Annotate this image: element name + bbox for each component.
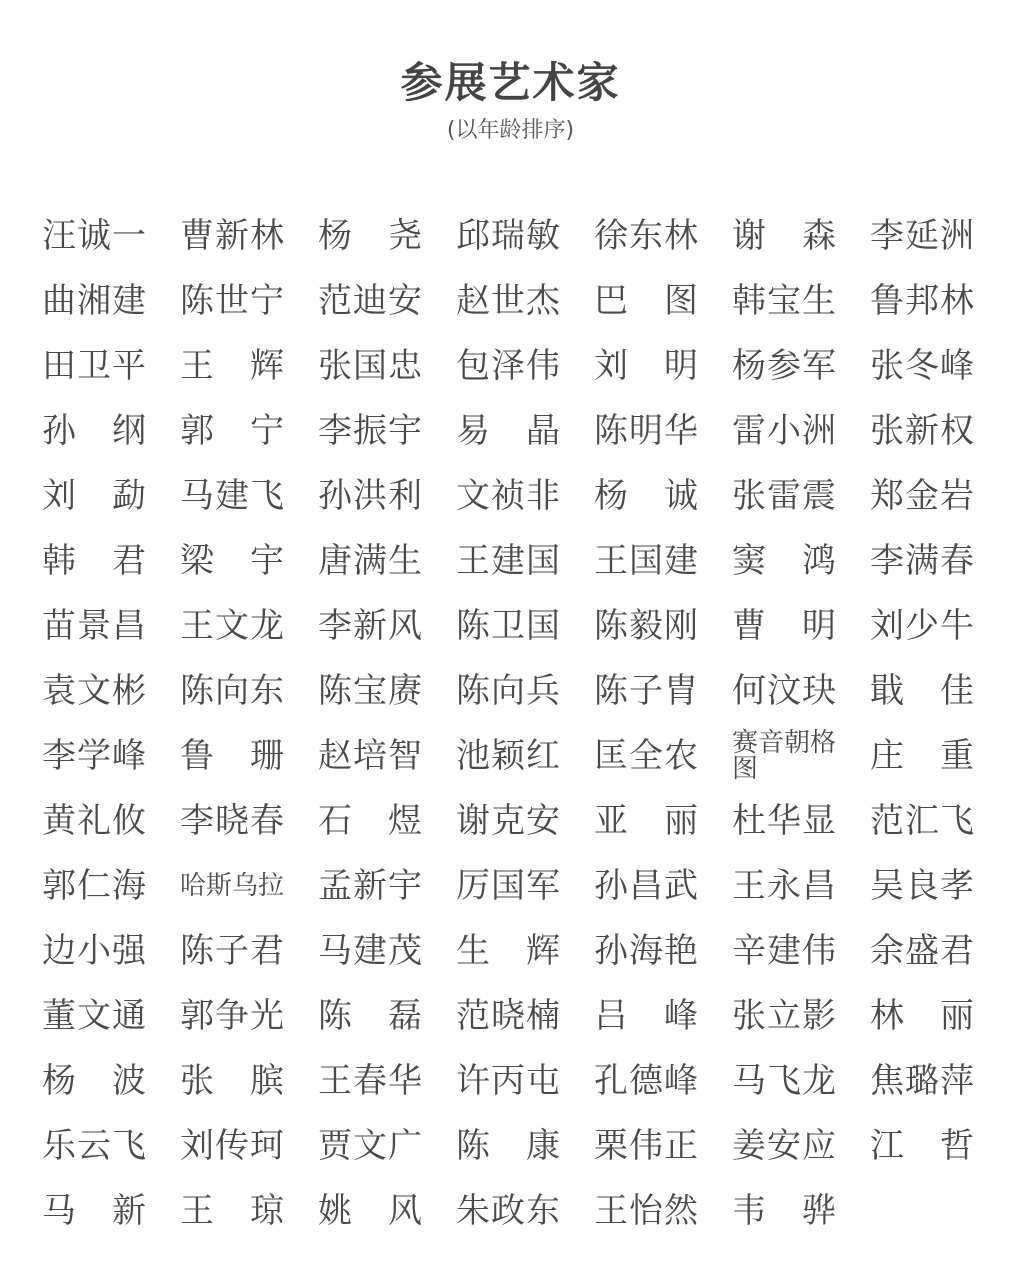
- artist-name: 王 永 昌: [732, 865, 836, 906]
- artist-name: 孟 新 宇: [318, 865, 422, 906]
- artist-name: 郭 宁: [180, 410, 284, 451]
- artist-name: 曹 明: [732, 605, 836, 646]
- artist-name: 贾 文 广: [318, 1125, 422, 1166]
- artist-name: 包 泽 伟: [456, 345, 560, 386]
- artist-name: 张 国 忠: [318, 345, 422, 386]
- artist-name: 孙 洪 利: [318, 475, 422, 516]
- artist-name: 匡 全 农: [594, 735, 698, 776]
- artist-name: 汪 诚 一: [42, 215, 146, 256]
- artist-name: 乐 云 飞: [42, 1125, 146, 1166]
- artist-name: 孙 海 艳: [594, 930, 698, 971]
- artist-name: 孙 昌 武: [594, 865, 698, 906]
- artist-name: 陈 向 东: [180, 670, 284, 711]
- artist-name: 戢 佳: [870, 670, 974, 711]
- artist-name: 王 春 华: [318, 1060, 422, 1101]
- artist-name: 张 膑: [180, 1060, 284, 1101]
- artist-name: 刘 传 珂: [180, 1125, 284, 1166]
- artist-name: 曹 新 林: [180, 215, 284, 256]
- artist-name: 郭 仁 海: [42, 865, 146, 906]
- artist-name: 谢 克 安: [456, 800, 560, 841]
- artist-name: 范 迪 安: [318, 280, 422, 321]
- artist-name: 栗 伟 正: [594, 1125, 698, 1166]
- artist-name: 田 卫 平: [42, 345, 146, 386]
- artist-name: 王 怡 然: [594, 1190, 698, 1231]
- artist-name: 朱 政 东: [456, 1190, 560, 1231]
- artist-name: 易 晶: [456, 410, 560, 451]
- artist-name: 杨 尧: [318, 215, 422, 256]
- artist-name: 曲 湘 建: [42, 280, 146, 321]
- artist-name: 庄 重: [870, 735, 974, 776]
- artist-name: 苗 景 昌: [42, 605, 146, 646]
- artist-name: 刘 少 牛: [870, 605, 974, 646]
- artist-name: 王 建 国: [456, 540, 560, 581]
- artist-name: 陈 磊: [318, 995, 422, 1036]
- artist-name: 马 新: [42, 1190, 146, 1231]
- artist-name: 杨 波: [42, 1060, 146, 1101]
- artist-name: 鲁 邦 林: [870, 280, 974, 321]
- artist-name: 陈 宝 赓: [318, 670, 422, 711]
- artist-name: 鲁 珊: [180, 735, 284, 776]
- artist-name: 陈 世 宁: [180, 280, 284, 321]
- artist-name: 陈 明 华: [594, 410, 698, 451]
- artist-name: 姚 风: [318, 1190, 422, 1231]
- artist-name: 吴 良 孝: [870, 865, 974, 906]
- artist-name: 赵 世 杰: [456, 280, 560, 321]
- artist-name: 李 新 风: [318, 605, 422, 646]
- artist-name: 黄 礼 攸: [42, 800, 146, 841]
- artist-name: 姜 安 应: [732, 1125, 836, 1166]
- artist-name: 邱 瑞 敏: [456, 215, 560, 256]
- artist-name: 雷 小 洲: [732, 410, 836, 451]
- artist-name: 赵 培 智: [318, 735, 422, 776]
- artist-name: 陈 子 君: [180, 930, 284, 971]
- artist-name: 李 延 洲: [870, 215, 974, 256]
- artist-name: 张 冬 峰: [870, 345, 974, 386]
- artist-name: 吕 峰: [594, 995, 698, 1036]
- artist-name: 许 丙 屯: [456, 1060, 560, 1101]
- artist-name: 生 辉: [456, 930, 560, 971]
- artist-name: 陈 康: [456, 1125, 560, 1166]
- artist-name: 何 汶 玦: [732, 670, 836, 711]
- artist-name: 李 振 宇: [318, 410, 422, 451]
- artist-name: 王 国 建: [594, 540, 698, 581]
- page-subtitle: (以年龄排序): [446, 118, 575, 143]
- artist-name: 刘 勐: [42, 475, 146, 516]
- artist-name: 陈 向 兵: [456, 670, 560, 711]
- artist-name: 王 辉: [180, 345, 284, 386]
- artist-name: 张 雷 震: [732, 475, 836, 516]
- artist-name: 梁 宇: [180, 540, 284, 581]
- artist-name: 陈 子 胄: [594, 670, 698, 711]
- artist-name: 袁 文 彬: [42, 670, 146, 711]
- artist-name: 边 小 强: [42, 930, 146, 971]
- artist-name: 徐 东 林: [594, 215, 698, 256]
- artist-name: 巴 图: [594, 280, 698, 321]
- artist-name: 孔 德 峰: [594, 1060, 698, 1101]
- artist-name: 马 建 茂: [318, 930, 422, 971]
- artist-name: 厉 国 军: [456, 865, 560, 906]
- artist-name: 李 学 峰: [42, 735, 146, 776]
- artist-name: 张 新 权: [870, 410, 974, 451]
- artist-name: 杨 诚: [594, 475, 698, 516]
- artist-name: 韩 宝 生: [732, 280, 836, 321]
- artist-name: 唐 满 生: [318, 540, 422, 581]
- artist-name: 范 汇 飞: [870, 800, 974, 841]
- artist-name: 李 晓 春: [180, 800, 284, 841]
- artist-name: 韦 骅: [732, 1190, 836, 1231]
- artist-name: 谢 森: [732, 215, 836, 256]
- artist-name: 辛 建 伟: [732, 930, 836, 971]
- artist-name: 陈 毅 刚: [594, 605, 698, 646]
- artist-name: 杨 参 军: [732, 345, 836, 386]
- artist-name: 郑 金 岩: [870, 475, 974, 516]
- artist-name: 池 颖 红: [456, 735, 560, 776]
- artist-name: 马 建 飞: [180, 475, 284, 516]
- artist-name: 窦 鸿: [732, 540, 836, 581]
- artist-name: 王 文 龙: [180, 605, 284, 646]
- artist-name: 焦 璐 萍: [870, 1060, 974, 1101]
- artist-name: 赛音朝格图: [732, 727, 837, 784]
- artist-name: 陈 卫 国: [456, 605, 560, 646]
- artist-name: 江 哲: [870, 1125, 974, 1166]
- artist-name: 林 丽: [870, 995, 974, 1036]
- artist-name: 范 晓 楠: [456, 995, 560, 1036]
- artist-name: 亚 丽: [594, 800, 698, 841]
- artist-name: 韩 君: [42, 540, 146, 581]
- artist-name: 张 立 影: [732, 995, 836, 1036]
- artist-name: 刘 明: [594, 345, 698, 386]
- artist-name: 郭 争 光: [180, 995, 284, 1036]
- artist-name: 孙 纲: [42, 410, 146, 451]
- artist-name: 马 飞 龙: [732, 1060, 836, 1101]
- artist-name: 哈斯乌拉: [180, 870, 285, 901]
- artist-name: 石 煜: [318, 800, 422, 841]
- artist-name: 董 文 通: [42, 995, 146, 1036]
- artist-name: 文 祯 非: [456, 475, 560, 516]
- artist-name: 王 琼: [180, 1190, 284, 1231]
- artist-name: 李 满 春: [870, 540, 974, 581]
- page-title: 参展艺术家: [400, 58, 621, 107]
- artist-name: 余 盛 君: [870, 930, 974, 971]
- artist-name-grid: [42, 203, 980, 1243]
- artist-name: 杜 华 显: [732, 800, 836, 841]
